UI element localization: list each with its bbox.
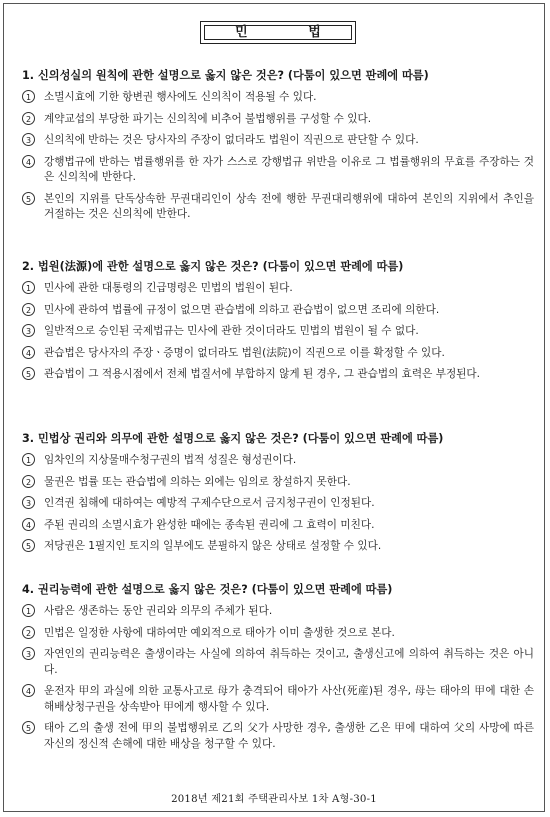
- question-stem: 3. 민법상 권리와 의무에 관한 설명으로 옳지 않은 것은? (다툼이 있으면 판례에 따름): [22, 432, 444, 445]
- question-2: [22, 259, 534, 389]
- exam-page: [3, 3, 545, 812]
- option-1[interactable]: 1 임차인의 지상물매수청구권의 법적 성질은 형성권이다.: [22, 453, 534, 469]
- page-footer: 2018년 제21회 주택관리사보 1차 A형-30-1: [171, 794, 377, 805]
- option-2[interactable]: 2 계약교섭의 부당한 파기는 신의칙에 비추어 불법행위를 구성할 수 있다.: [22, 112, 534, 128]
- subject-title: 민 법: [235, 25, 349, 40]
- option-5[interactable]: 5 관습법이 그 적용시점에서 전체 법질서에 부합하지 않게 된 경우, 그 관습법의 효력은 부정된다.: [22, 367, 534, 383]
- question-3: [22, 431, 534, 561]
- question-stem: 4. 권리능력에 관한 설명으로 옳지 않은 것은? (다툼이 있으면 판례에 따름): [22, 583, 393, 596]
- question-stem: 1. 신의성실의 원칙에 관한 설명으로 옳지 않은 것은? (다툼이 있으면 판례에 따름): [22, 69, 429, 82]
- option-2[interactable]: 2 민사에 관하여 법률에 규정이 없으면 관습법에 의하고 관습법이 없으면 조리에 의한다.: [22, 303, 534, 319]
- option-5[interactable]: 5 본인의 지위를 단독상속한 무권대리인이 상속 전에 행한 무권대리행위에 대하여 본인의 지위에서 추인을 거절하는 것은 신의칙에 반한다.: [22, 192, 534, 223]
- option-3[interactable]: 3 신의칙에 반하는 것은 당사자의 주장이 없더라도 법원이 직권으로 판단할 수 있다.: [22, 133, 534, 149]
- option-3[interactable]: 3 일반적으로 승인된 국제법규는 민사에 관한 것이더라도 민법의 법원이 될 수 없다.: [22, 324, 534, 340]
- question-4: [22, 582, 534, 758]
- question-1: [22, 68, 534, 229]
- option-2[interactable]: 2 민법은 일정한 사항에 대하여만 예외적으로 태아가 이미 출생한 것으로 본다.: [22, 626, 534, 642]
- subject-title-box: [200, 21, 356, 44]
- option-4[interactable]: 4 강행법규에 반하는 법률행위를 한 자가 스스로 강행법규 위반을 이유로 그 법률행위의 무효를 주장하는 것은 신의칙에 반한다.: [22, 155, 534, 186]
- option-4[interactable]: 4 운전자 甲의 과실에 의한 교통사고로 母가 충격되어 태아가 사산(死産)된 경우, 母는 태아의 甲에 대한 손해배상청구권을 상속받아 甲에게 행사할 수 있다.: [22, 684, 534, 715]
- option-3[interactable]: 3 인격권 침해에 대하여는 예방적 구제수단으로서 금지청구권이 인정된다.: [22, 496, 534, 512]
- option-1[interactable]: 1 민사에 관한 대통령의 긴급명령은 민법의 법원이 된다.: [22, 281, 534, 297]
- option-5[interactable]: 5 태아 乙의 출생 전에 甲의 불법행위로 乙의 父가 사망한 경우, 출생한 乙은 甲에 대하여 父의 사망에 따른 자신의 정신적 손해에 대한 배상을 청구할 수 있다.: [22, 721, 534, 752]
- option-3[interactable]: 3 자연인의 권리능력은 출생이라는 사실에 의하여 취득하는 것이고, 출생신고에 의하여 취득하는 것은 아니다.: [22, 647, 534, 678]
- option-5[interactable]: 5 저당권은 1필지인 토지의 일부에도 분필하지 않은 상태로 설정할 수 있다.: [22, 539, 534, 555]
- option-1[interactable]: 1 사람은 생존하는 동안 권리와 의무의 주체가 된다.: [22, 604, 534, 620]
- option-4[interactable]: 4 주된 권리의 소멸시효가 완성한 때에는 종속된 권리에 그 효력이 미친다.: [22, 518, 534, 534]
- option-4[interactable]: 4 관습법은 당사자의 주장ㆍ증명이 없더라도 법원(法院)이 직권으로 이를 확정할 수 있다.: [22, 346, 534, 362]
- option-1[interactable]: 1 소멸시효에 기한 항변권 행사에도 신의칙이 적용될 수 있다.: [22, 90, 534, 106]
- question-stem: 2. 법원(法源)에 관한 설명으로 옳지 않은 것은? (다툼이 있으면 판례에 따름): [22, 260, 404, 273]
- option-2[interactable]: 2 물권은 법률 또는 관습법에 의하는 외에는 임의로 창설하지 못한다.: [22, 475, 534, 491]
